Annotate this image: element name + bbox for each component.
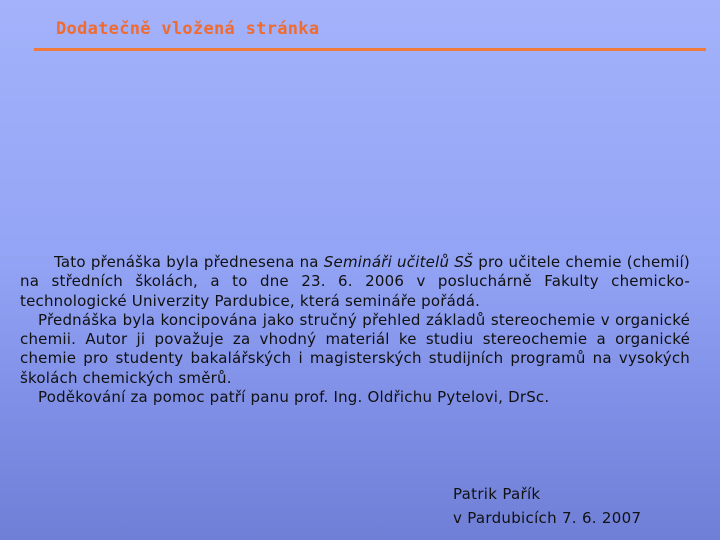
body-text [20,253,690,407]
paragraph-seminar-rest: pro učitele chemie (chemií) na středních školách, a to dne 23. 6. 2006 v posluchárně Fakulty chemicko-technologické Univerzity Pardubice, která semináře pořádá. [20,253,690,310]
signature-author: Patrik Pařík [453,485,541,503]
slide-title: Dodatečně vložená stránka [56,19,320,39]
paragraph-concept: Přednáška byla koncipována jako stručný přehled základů stereochemie v organické chemii. Autor ji považuje za vhodný materiál ke studiu stereochemie a organické chemie pro studenty bakalářských i magisterských studijních programů na vysokých školách chemických směrů. [20,310,690,387]
paragraph-acknowledgement: Poděkování za pomoc patří panu prof. Ing. Oldřichu Pytelovi, DrSc. [38,388,550,407]
signature [453,482,641,530]
signature-place-date: v Pardubicích 7. 6. 2007 [453,509,642,527]
title-underline [34,48,706,51]
paragraph-seminar-intro: Tato přenáška byla přednesena na [54,253,324,271]
paragraph-seminar [20,253,690,311]
seminar-name: Semináři učitelů SŠ [323,253,474,271]
